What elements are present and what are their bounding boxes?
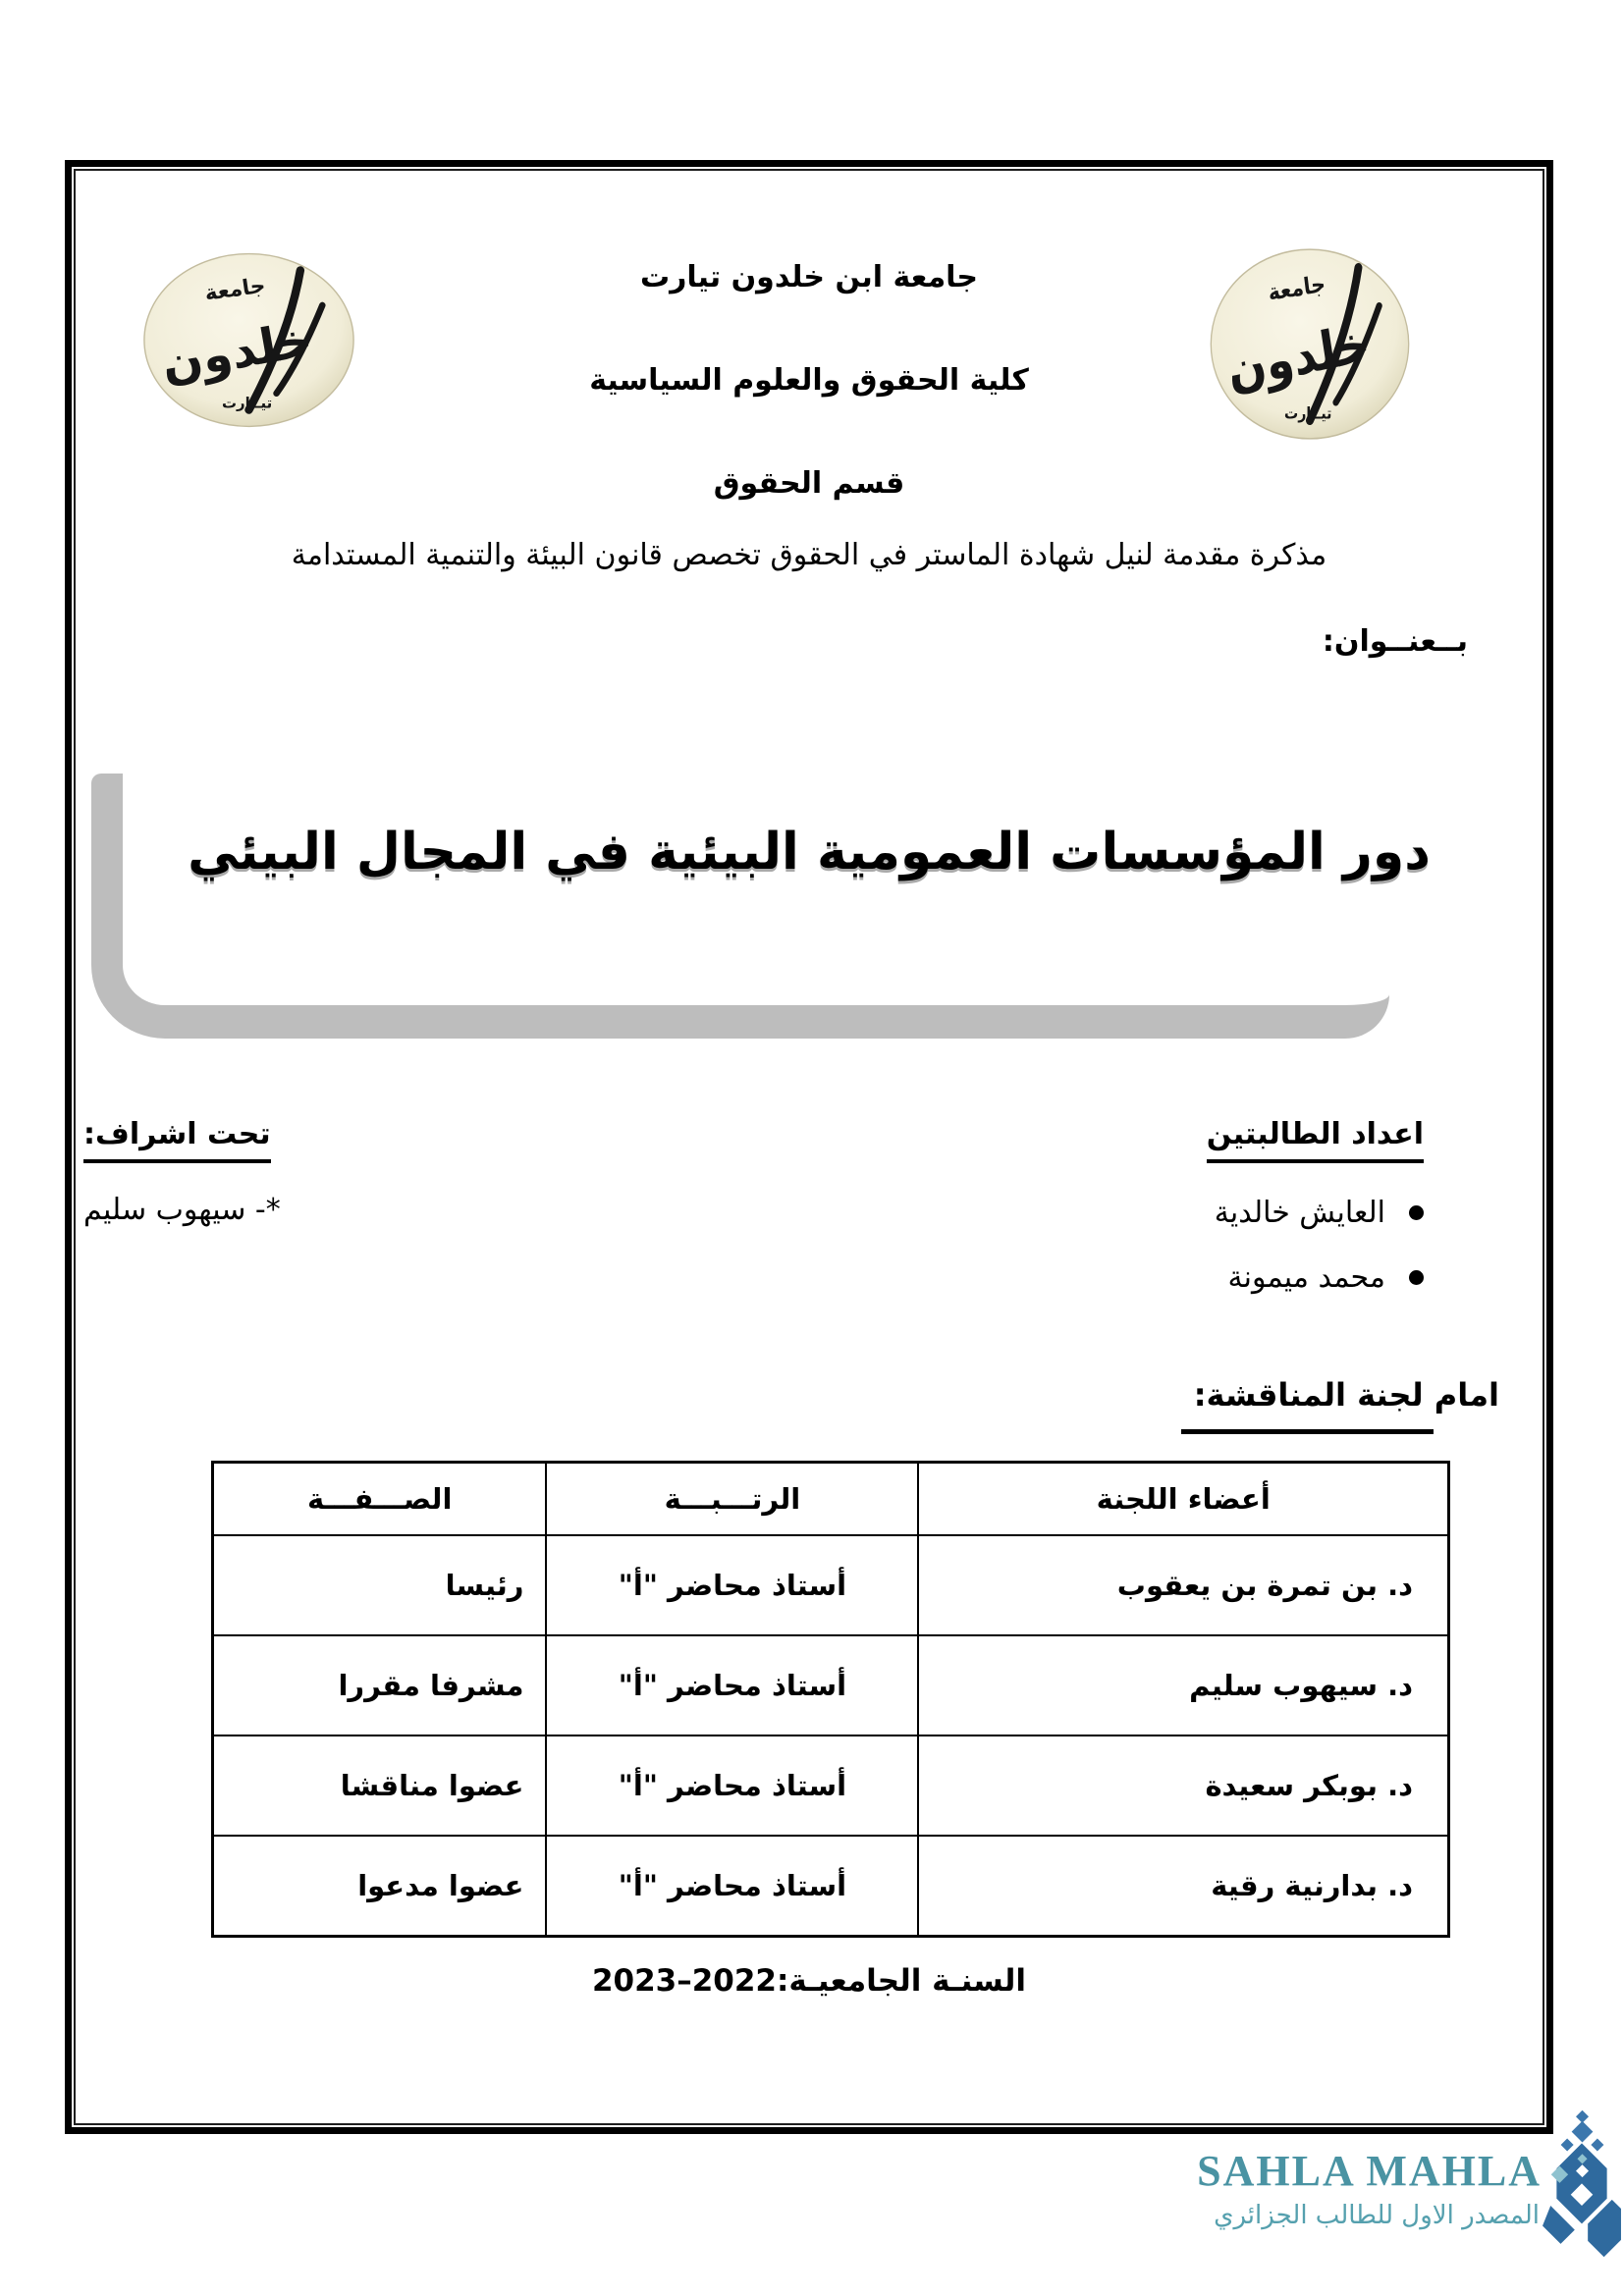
seal-word-bottom: تيــارت [1284, 403, 1332, 423]
seal-word-bottom: تيــارت [222, 394, 273, 412]
rank-cell: أستاذ محاضر "أ" [546, 1535, 918, 1635]
committee-table [211, 1461, 1450, 1938]
role-cell: مشرفا مقررا [213, 1635, 547, 1735]
role-cell: عضوا مناقشا [213, 1735, 547, 1836]
committee-heading-underline [1181, 1429, 1434, 1434]
page-border-frame [65, 160, 1553, 2134]
watermark-brand-name: SAHLA MAHLA [1197, 2147, 1542, 2195]
university-name: جامعة ابن خلدون تيارت [639, 260, 979, 294]
role-cell: رئيسا [213, 1535, 547, 1635]
member-cell: د. بدارنية رقية [918, 1836, 1448, 1937]
rank-cell: أستاذ محاضر "أ" [546, 1635, 918, 1735]
column-header-role: الصـــفـــة [213, 1463, 547, 1536]
titled-label: بــعنــوان: [1322, 624, 1468, 659]
student-name: العايش خالدية [1214, 1195, 1385, 1230]
table-row [213, 1735, 1449, 1836]
prepared-by-heading: اعداد الطالبتين [1207, 1117, 1424, 1163]
seal-word-center: خلدون [157, 311, 317, 393]
column-header-rank: الرتـــبـــة [546, 1463, 918, 1536]
seal-word-top: جامعة [1267, 271, 1327, 307]
committee-heading: امام لجنة المناقشة: [1193, 1376, 1499, 1414]
student-item [1207, 1191, 1424, 1234]
column-header-members: أعضاء اللجنة [918, 1463, 1448, 1536]
memo-description: مذكرة مقدمة لنيل شهادة الماستر في الحقوق تخصص قانون البيئة والتنمية المستدامة [291, 538, 1327, 572]
academic-year: السنـة الجامعيـة:2022–2023 [591, 1963, 1027, 1999]
table-row [213, 1836, 1449, 1937]
student-item [1207, 1255, 1424, 1299]
rank-cell: أستاذ محاضر "أ" [546, 1735, 918, 1836]
table-header-row [213, 1463, 1449, 1536]
rank-cell: أستاذ محاضر "أ" [546, 1836, 918, 1937]
table-row [213, 1635, 1449, 1735]
watermark-brand-tagline: المصدر الاول للطالب الجزائري [1214, 2201, 1540, 2230]
prepared-by-section [1207, 1117, 1424, 1299]
bullet-icon [1409, 1270, 1424, 1285]
seal-word-top: جامعة [203, 273, 267, 306]
table-row [213, 1535, 1449, 1635]
sahla-mahla-logo-icon [1542, 2110, 1622, 2263]
student-list [1207, 1191, 1424, 1299]
supervision-heading: تحت اشراف: [83, 1117, 271, 1163]
member-cell: د. سيهوب سليم [918, 1635, 1448, 1735]
supervisor-name: *- سيهوب سليم [83, 1193, 281, 1227]
role-cell: عضوا مدعوا [213, 1836, 547, 1937]
title-bracket-decoration [91, 774, 1389, 1039]
supervision-section [83, 1117, 295, 1227]
bullet-icon [1409, 1205, 1424, 1220]
department-name: قسم الحقوق [713, 466, 905, 501]
thesis-title: دور المؤسسات العمومية البيئية في المجال البيئي [188, 823, 1431, 881]
seal-word-center: خلدون [1222, 311, 1375, 401]
faculty-name: كلية الحقوق والعلوم السياسية [589, 363, 1029, 398]
member-cell: د. بن تمرة بن يعقوب [918, 1535, 1448, 1635]
student-name: محمد ميمونة [1227, 1259, 1385, 1295]
member-cell: د. بوبكر سعيدة [918, 1735, 1448, 1836]
